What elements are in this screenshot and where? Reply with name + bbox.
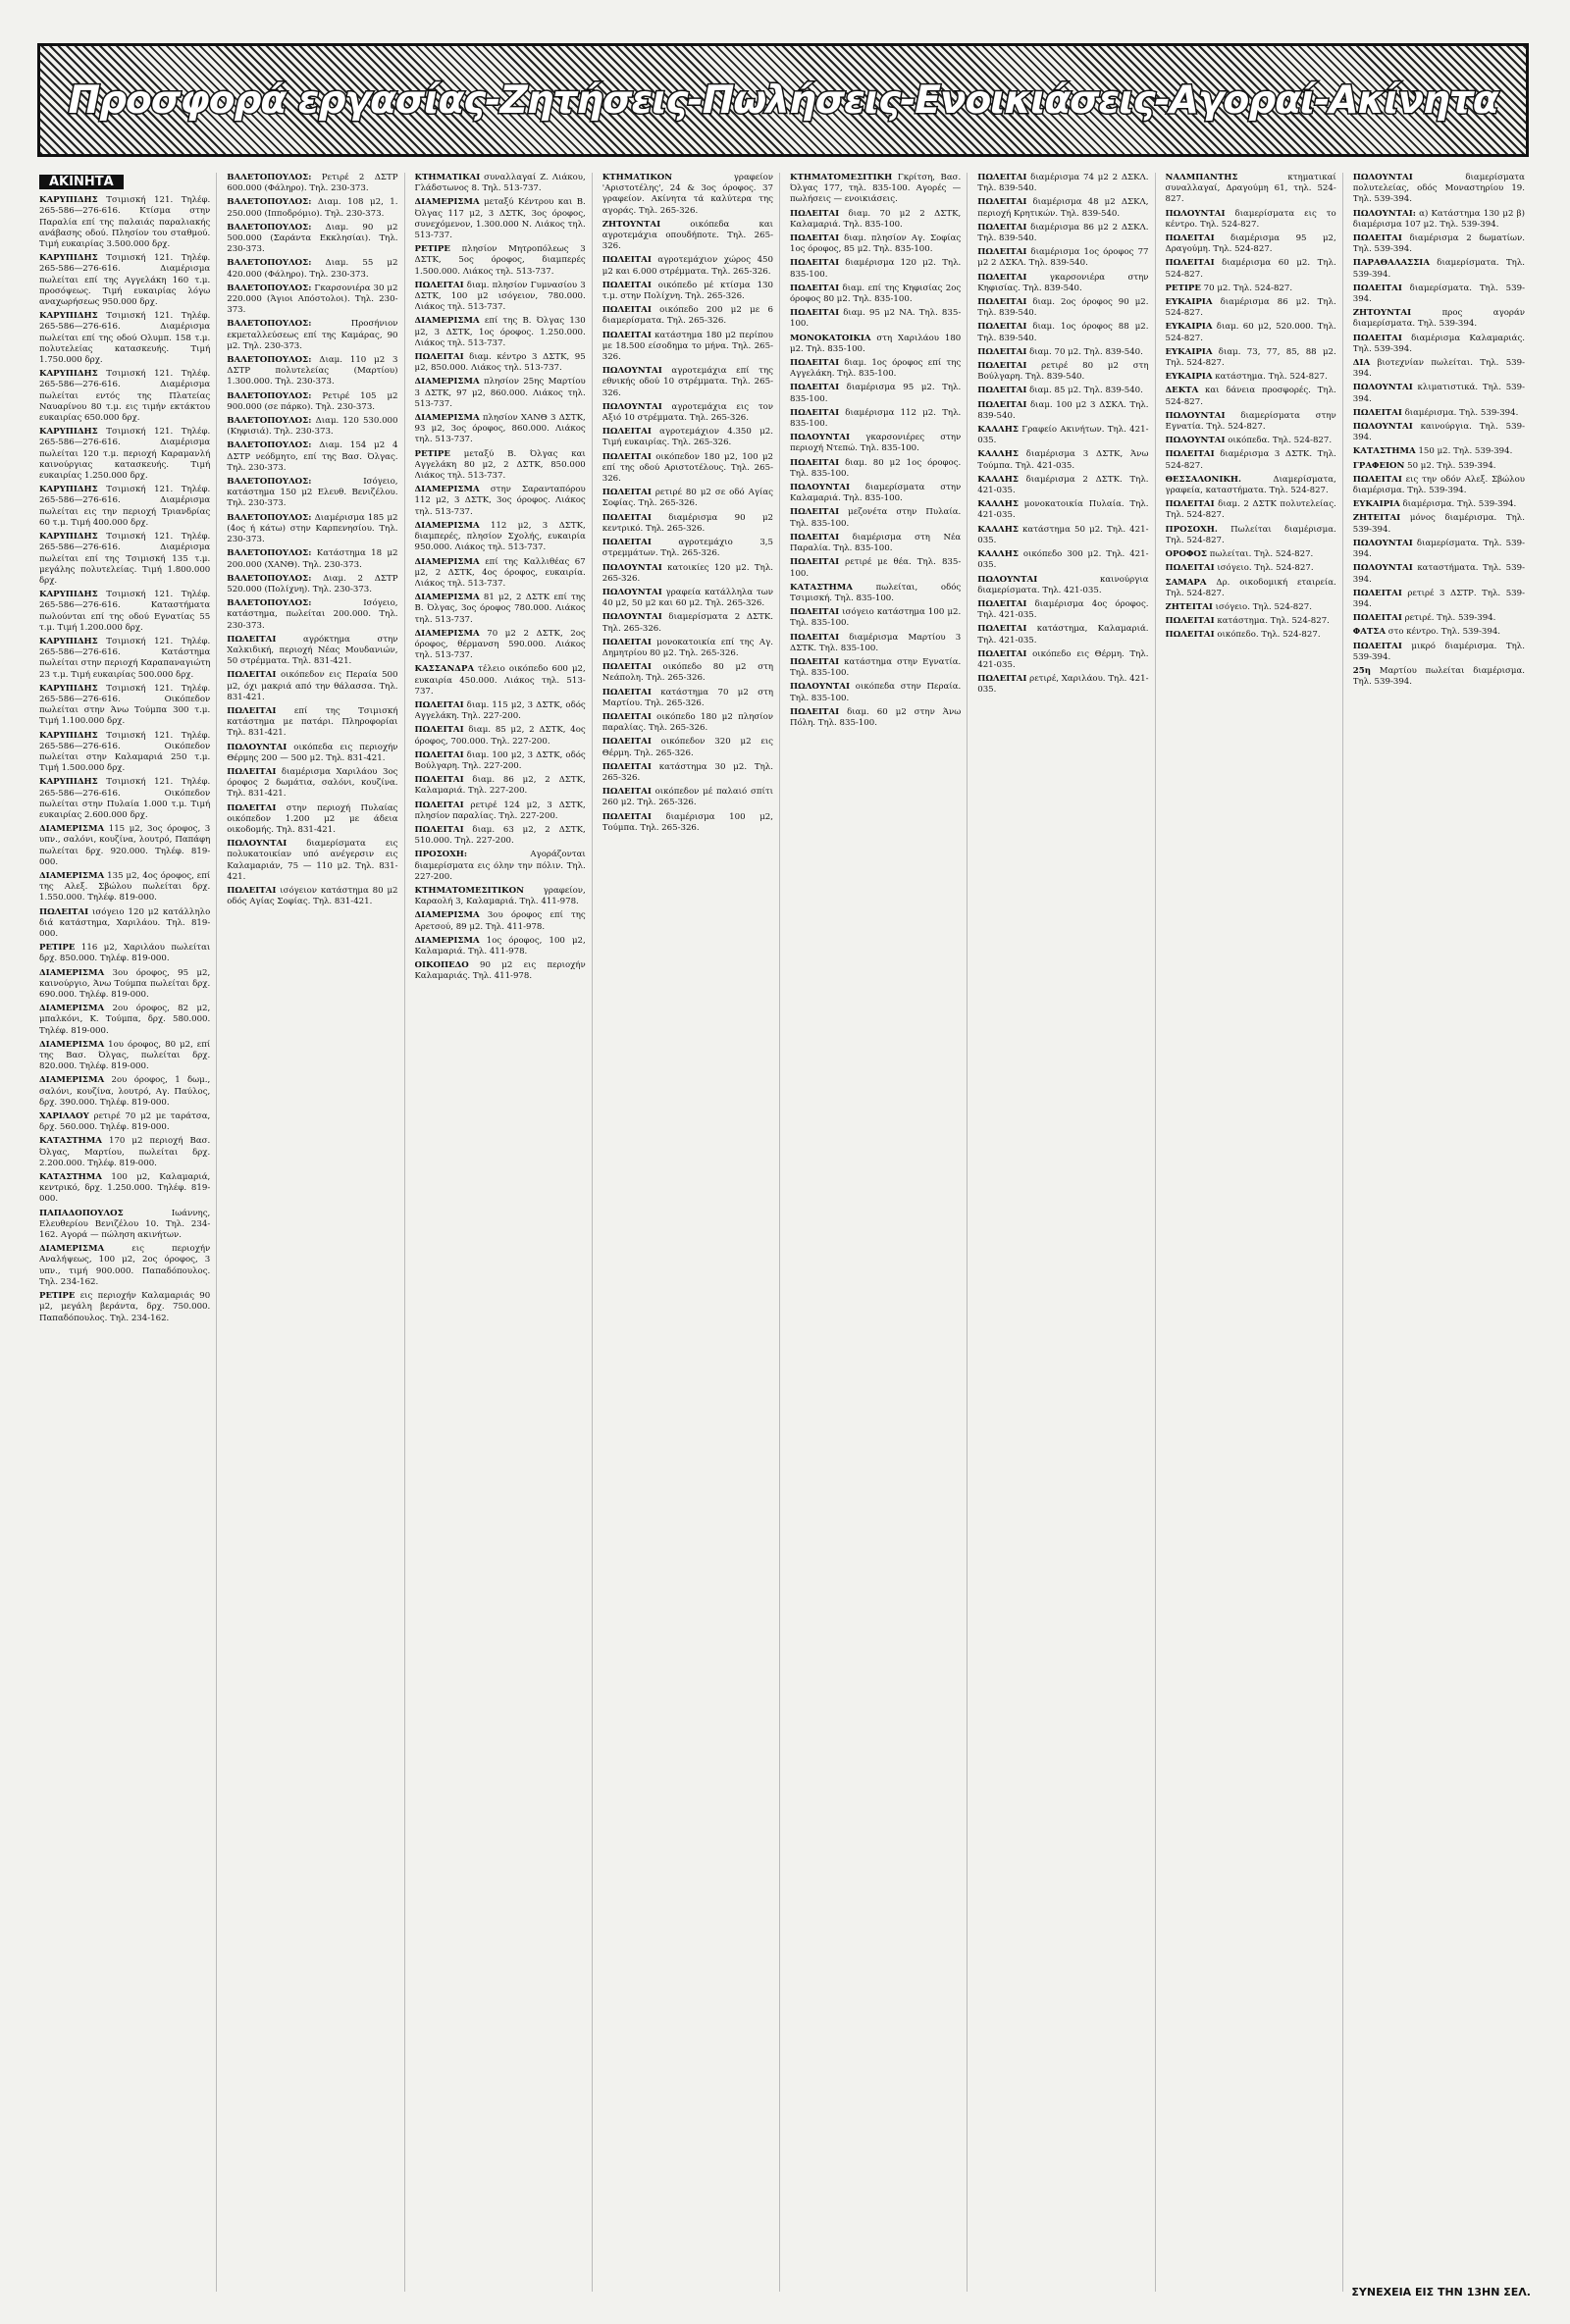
classified-ad: ΠΩΛΕΙΤΑΙ διαμ. 80 μ2 1ος όροφος. Τηλ. 835-100.: [790, 457, 962, 479]
classified-ad: ΠΩΛΕΙΤΑΙ αγροτεμάχιον 4.350 μ2. Τιμή ευκαιρίας. Τηλ. 265-326.: [602, 427, 773, 448]
classified-ad: ΠΩΛΕΙΤΑΙ διαμ. 60 μ2 στην Άνω Πόλη. Τηλ. 835-100.: [790, 706, 962, 728]
classified-ad: ΠΑΡΑΘΑΛΑΣΣΙΑ διαμερίσματα. Τηλ. 539-394.: [1352, 258, 1525, 280]
classified-ad: ΠΩΛΕΙΤΑΙ οικόπεδον μέ παλαιό σπίτι 260 μ2. Τηλ. 265-326.: [602, 787, 773, 808]
column-5: [790, 173, 968, 2292]
column-1: [39, 173, 217, 2292]
column-8: [1353, 173, 1531, 2292]
classified-ad: ΠΩΛΕΙΤΑΙ κατάστημα 180 μ2 περίπου με 18.500 είσοδημα το μήνα. Τηλ. 265-326.: [602, 330, 773, 363]
classified-ad: ΠΩΛΕΙΤΑΙ διαμ. 63 μ2, 2 ΔΣΤΚ, 510.000. Τηλ. 227-200.: [414, 824, 586, 847]
classified-ad: ΠΩΛΟΥΝΤΑΙ καινούργια. Τηλ. 539-394.: [1352, 422, 1525, 443]
banner-title: Προσφορά εργασίας-Ζητήσεις-Πωλήσεις-Ενοικιάσεις-Αγοραί-Ακίνητα: [68, 77, 1498, 123]
classified-ad: ΒΑΛΕΤΟΠΟΥΛΟΣ: Διαμ. 120 530.000 (Κηφισιά). Τηλ. 230-373.: [227, 416, 398, 438]
classified-ad: ΚΑΡΥΠΙΔΗΣ Τσιμισκή 121. Τηλέφ. 265-586—276-616. Διαμέρισμα πωλείται εις την περιοχή Τριανδρίας 60 τ.μ. Τιμή 400.000 δρχ.: [39, 485, 211, 528]
classified-ad: ΠΩΛΟΥΝΤΑΙ οικόπεδα στην Περαία. Τηλ. 835-100.: [790, 682, 962, 703]
classified-ad: ΠΩΛΕΙΤΑΙ διαμέρισμα 112 μ2. Τηλ. 835-100.: [790, 407, 962, 430]
classified-ad: ΖΗΤΟΥΝΤΑΙ οικόπεδα και αγροτεμάχια οπουδήποτε. Τηλ. 265-326.: [602, 219, 773, 252]
classified-ad: ΠΩΛΕΙΤΑΙ αγροτεμάχιον χώρος 450 μ2 και 6.000 στρέμματα. Τηλ. 265-326.: [602, 255, 773, 277]
classified-ad: ΠΩΛΕΙΤΑΙ διαμέρισμα 90 μ2 κεντρικό. Τηλ. 265-326.: [602, 512, 773, 534]
classified-ad: ΠΩΛΕΙΤΑΙ οικόπεδον 180 μ2, 100 μ2 επί της οδού Αριστοτέλους. Τηλ. 265-326.: [602, 451, 773, 485]
classified-ad: ΖΗΤΟΥΝΤΑΙ προς αγοράν διαμερίσματα. Τηλ. 539-394.: [1352, 308, 1525, 330]
classified-ad: ΕΥΚΑΙΡΙΑ διαμ. 60 μ2, 520.000. Τηλ. 524-827.: [1165, 322, 1336, 343]
classified-ad: ΠΩΛΕΙΤΑΙ διαμέρισμα 4ος όροφος. Τηλ. 421-035.: [977, 598, 1149, 621]
classified-ad: ΠΩΛΕΙΤΑΙ διαμέρισμα 1ος όροφος 77 μ2 2 ΔΣΚΛ. Τηλ. 839-540.: [977, 247, 1149, 269]
classified-ad: ΚΤΗΜΑΤΙΚΑΙ συναλλαγαί Ζ. Λιάκου, Γλάδστωνος 8. Τηλ. 513-737.: [414, 173, 586, 194]
classified-ad: ΠΩΛΟΥΝΤΑΙ οικόπεδα. Τηλ. 524-827.: [1165, 436, 1333, 446]
classified-ad: ΠΩΛΕΙΤΑΙ διαμέρισμα 74 μ2 2 ΔΣΚΛ. Τηλ. 839-540.: [977, 173, 1149, 194]
classifieds-banner: [37, 43, 1529, 157]
classified-ad: ΔΙΑ βιοτεχνίαν πωλείται. Τηλ. 539-394.: [1352, 358, 1525, 380]
classified-ad: ΠΩΛΕΙΤΑΙ διαμ. πλησίον Γυμνασίου 3 ΔΣΤΚ, 100 μ2 ισόγειον, 780.000. Λιάκος τηλ. 513-737.: [414, 280, 586, 313]
classified-ad: ΠΩΛΕΙΤΑΙ ρετιρέ, Χαριλάου. Τηλ. 421-035.: [977, 674, 1149, 696]
classified-ad: ΜΟΝΟΚΑΤΟΙΚΙΑ στη Χαριλάου 180 μ2. Τηλ. 835-100.: [790, 333, 962, 354]
classified-ad: ΒΑΛΕΤΟΠΟΥΛΟΣ: Διαμέρισμα 185 μ2 (4ος ή κάτω) στην Καρπενησίου. Τηλ. 230-373.: [227, 512, 398, 545]
classified-ad: ΔΙΑΜΕΡΙΣΜΑ 2ου όροφος, 1 δωμ., σαλόνι, κουζίνα, λουτρό, Αγ. Παύλος, δρχ. 390.000. Τηλέφ. 819-000.: [39, 1075, 211, 1108]
classified-ad: ΒΑΛΕΤΟΠΟΥΛΟΣ: Διαμ. 154 μ2 4 ΔΣΤΡ νεόδμητο, επί της Βασ. Όλγας. Τηλ. 230-373.: [227, 440, 398, 473]
column-4: [602, 173, 780, 2292]
classified-ad: ΠΩΛΕΙΤΑΙ μεζονέτα στην Πυλαία. Τηλ. 835-100.: [790, 507, 962, 529]
classified-ad: ΚΑΛΛΗΣ μονοκατοικία Πυλαία. Τηλ. 421-035.: [977, 499, 1149, 521]
classified-ad: ΠΩΛΕΙΤΑΙ κατάστημα στην Εγνατία. Τηλ. 835-100.: [790, 656, 962, 679]
section-heading: ΑΚΙΝΗΤΑ: [39, 175, 124, 189]
classified-ad: ΠΩΛΟΥΝΤΑΙ αγροτεμάχια εις τον Αξιό 10 στρέμματα. Τηλ. 265-326.: [602, 401, 773, 424]
classified-ad: ΠΩΛΟΥΝΤΑΙ κλιματιστικά. Τηλ. 539-394.: [1352, 383, 1525, 404]
classified-ad: ΠΩΛΕΙΤΑΙ διαμέρισμα 100 μ2, Τούμπα. Τηλ. 265-326.: [602, 811, 773, 833]
classified-ad: ΠΩΛΕΙΤΑΙ διαμέρισμα Μαρτίου 3 ΔΣΤΚ. Τηλ. 835-100.: [790, 632, 962, 653]
classified-ad: ΠΩΛΕΙΤΑΙ ισόγειο 120 μ2 κατάλληλο διά κατάστημα, Χαριλάου. Τηλ. 819-000.: [39, 906, 211, 939]
classified-ad: ΒΑΛΕΤΟΠΟΥΛΟΣ: Διαμ. 108 μ2, 1. 250.000 (Ιπποδρόμιο). Τηλ. 230-373.: [227, 197, 398, 219]
classified-ad: ΕΥΚΑΙΡΙΑ κατάστημα. Τηλ. 524-827.: [1165, 372, 1328, 383]
classified-ad: ΠΩΛΕΙΤΑΙ διαμ. 2ος όροφος 90 μ2. Τηλ. 839-540.: [977, 297, 1149, 319]
classified-ad: ΠΩΛΕΙΤΑΙ επί της Τσιμισκή κατάστημα με πατάρι. Πληροφορίαι Τηλ. 831-421.: [227, 705, 398, 739]
classified-ad: ΠΩΛΕΙΤΑΙ ισόγειον κατάστημα 80 μ2 οδός Αγίας Σοφίας. Τηλ. 831-421.: [227, 885, 398, 907]
classified-ad: ΔΙΑΜΕΡΙΣΜΑ επί της Καλλιθέας 67 μ2, 2 ΔΣΤΚ, 4ος όροφος, ευκαιρία. Λιάκος τηλ. 513-737.: [414, 556, 586, 589]
classified-ad: ΠΡΟΣΟΧΗ. Πωλείται διαμέρισμα. Τηλ. 524-827.: [1165, 524, 1336, 545]
classified-ad: 25η Μαρτίου πωλείται διαμέρισμα. Τηλ. 539-394.: [1352, 665, 1525, 688]
classified-ad: ΠΩΛΕΙΤΑΙ διαμ. 1ος όροφος 88 μ2. Τηλ. 839-540.: [977, 322, 1149, 343]
classified-ad: ΚΑΡΥΠΙΔΗΣ Τσιμισκή 121. Τηλέφ. 265-586—276-616. Διαμέρισμα πωλείται επί της οδού Ολυμπ. 158 τ.μ. πολυτελείας κατασκευής. Τιμή 1.750.000 δρχ.: [39, 311, 211, 366]
classified-ad: ΠΑΠΑΔΟΠΟΥΛΟΣ Ιωάννης, Ελευθερίου Βενιζέλου 10. Τηλ. 234-162. Αγορά — πώληση ακινήτων.: [39, 1208, 211, 1241]
classified-ad: ΠΩΛΟΥΝΤΑΙ διαμερίσματα. Τηλ. 539-394.: [1352, 538, 1525, 560]
classified-ad: ΠΩΛΕΙΤΑΙ ρετιρέ 124 μ2, 3 ΔΣΤΚ, πλησίον παραλίας. Τηλ. 227-200.: [414, 800, 586, 821]
classified-ad: ΒΑΛΕΤΟΠΟΥΛΟΣ: Ρετιρέ 2 ΔΣΤΡ 600.000 (Φάληρο). Τηλ. 230-373.: [227, 173, 398, 194]
classified-ad: ΠΩΛΕΙΤΑΙ ρετιρέ 80 μ2 σε οδό Αγίας Σοφίας. Τηλ. 265-326.: [602, 488, 773, 509]
classified-ad: ΧΑΡΙΛΑΟΥ ρετιρέ 70 μ2 με ταράτσα, δρχ. 560.000. Τηλέφ. 819-000.: [39, 1111, 211, 1133]
classified-ad: ΡΕΤΙΡΕ εις περιοχήν Καλαμαριάς 90 μ2, μεγάλη βεράντα, δρχ. 750.000. Παπαδόπουλος. Τηλ. 234-162.: [39, 1291, 211, 1323]
classified-ad: ΟΡΟΦΟΣ πωλείται. Τηλ. 524-827.: [1165, 549, 1314, 560]
classified-ad: ΔΙΑΜΕΡΙΣΜΑ 3ου όροφος επί της Αρετσού, 89 μ2. Τηλ. 411-978.: [414, 910, 586, 932]
classified-ad: ΠΩΛΕΙΤΑΙ ισόγειο κατάστημα 100 μ2. Τηλ. 835-100.: [790, 607, 962, 629]
classified-ad: ΠΩΛΟΥΝΤΑΙ καταστήματα. Τηλ. 539-394.: [1352, 563, 1525, 585]
classified-ad: ΒΑΛΕΤΟΠΟΥΛΟΣ: Ισόγειο, κατάστημα 150 μ2 Ελευθ. Βενιζέλου. Τηλ. 230-373.: [227, 477, 398, 509]
classified-ad: ΝΑΛΜΠΑΝΤΗΣ κτηματικαί συναλλαγαί, Δραγούμη 61, τηλ. 524-827.: [1165, 173, 1336, 205]
classified-ad: ΠΩΛΕΙΤΑΙ διαμέρισμα στη Νέα Παραλία. Τηλ. 835-100.: [790, 532, 962, 554]
classified-ad: ΡΕΤΙΡΕ 70 μ2. Τηλ. 524-827.: [1165, 283, 1293, 293]
classified-ad: ΠΩΛΟΥΝΤΑΙ διαμερίσματα εις πολυκατοικίαν υπό ανέγερσιν εις Καλαμαριάν, 75 — 110 μ2. Τηλ. 831-421.: [227, 839, 398, 882]
classified-ad: ΒΑΛΕΤΟΠΟΥΛΟΣ: Διαμ. 90 μ2 500.000 (Σαράντα Εκκλησίαι). Τηλ. 230-373.: [227, 222, 398, 255]
classified-ad: ΠΩΛΕΙΤΑΙ διαμέρισμα Χαριλάου 3ος όροφος 2 δωμάτια, σαλόνι, κουζίνα. Τηλ. 831-421.: [227, 766, 398, 800]
classified-ad: ΠΩΛΟΥΝΤΑΙ γκαρσονιέρες στην περιοχή Ντεπώ. Τηλ. 835-100.: [790, 433, 962, 454]
classified-ad: ΚΑΛΛΗΣ διαμέρισμα 2 ΔΣΤΚ. Τηλ. 421-035.: [977, 474, 1149, 496]
classified-ad: ΠΩΛΕΙΤΑΙ διαμέρισμα 120 μ2. Τηλ. 835-100.: [790, 258, 962, 280]
classified-ad: ΒΑΛΕΤΟΠΟΥΛΟΣ: Ρετιρέ 105 μ2 900.000 (σε πάρκο). Τηλ. 230-373.: [227, 390, 398, 412]
classified-ad: ΠΩΛΕΙΤΑΙ διαμέρισμα 2 δωματίων. Τηλ. 539-394.: [1352, 233, 1525, 255]
classified-ad: ΠΩΛΕΙΤΑΙ διαμ. 115 μ2, 3 ΔΣΤΚ, οδός Αγγελάκη. Τηλ. 227-200.: [414, 699, 586, 722]
classified-ad: ΚΑΡΥΠΙΔΗΣ Τσιμισκή 121. Τηλέφ. 265-586—276-616. Οικόπεδον πωλείται στην Άνω Τούμπα 300 τ.μ. Τιμή 1.100.000 δρχ.: [39, 683, 211, 727]
classified-ad: ΠΩΛΕΙΤΑΙ οικόπεδον εις Περαία 500 μ2, όχι μακριά από την θάλασσα. Τηλ. 831-421.: [227, 670, 398, 702]
column-3: [415, 173, 593, 2292]
classified-ad: ΚΤΗΜΑΤΙΚΟΝ γραφείον 'Αριστοτέλης', 24 & 3ος όροφος. 37 γραφείον. Ακίνητα τά καλύτερα της αγοράς. Τηλ. 265-326.: [602, 173, 773, 216]
classified-ad: ΠΩΛΟΥΝΤΑΙ κατοικίες 120 μ2. Τηλ. 265-326.: [602, 562, 773, 584]
classified-ad: ΠΩΛΕΙΤΑΙ ρετιρέ 3 ΔΣΤΡ. Τηλ. 539-394.: [1352, 588, 1525, 609]
classified-ad: ΠΩΛΟΥΝΤΑΙ διαμερίσματα στην Εγνατία. Τηλ. 524-827.: [1165, 410, 1336, 433]
classified-ad: ΠΡΟΣΟΧΗ: Αγοράζονται διαμερίσματα εις όλην την πόλιν. Τηλ. 227-200.: [414, 850, 586, 882]
classified-ad: ΠΩΛΟΥΝΤΑΙ καινούργια διαμερίσματα. Τηλ. 421-035.: [977, 574, 1149, 595]
column-7: [1166, 173, 1343, 2292]
classified-ad: ΚΤΗΜΑΤΟΜΕΣΙΤΙΚΟΝ γραφείον, Καραολή 3, Καλαμαριά. Τηλ. 411-978.: [414, 885, 586, 907]
classified-ad: ΘΕΣΣΑΛΟΝΙΚΗ. Διαμερίσματα, γραφεία, καταστήματα. Τηλ. 524-827.: [1165, 474, 1336, 496]
classified-ad: ΔΙΑΜΕΡΙΣΜΑ στην Σαρανταπόρου 112 μ2, 3 ΔΣΤΚ, 3ος όροφος. Λιάκος τηλ. 513-737.: [414, 485, 586, 517]
classified-ad: ΚΑΛΛΗΣ κατάστημα 50 μ2. Τηλ. 421-035.: [977, 524, 1149, 545]
classified-ad: ΠΩΛΕΙΤΑΙ διαμέρισμα Καλαμαριάς. Τηλ. 539-394.: [1352, 333, 1525, 354]
classified-ad: ΔΙΑΜΕΡΙΣΜΑ πλησίον 25ης Μαρτίου 3 ΔΣΤΚ, 97 μ2, 860.000. Λιάκος τηλ. 513-737.: [414, 377, 586, 409]
classified-ad: ΔΕΚΤΑ και δάνεια προσφορές. Τηλ. 524-827.: [1165, 386, 1336, 407]
classified-ad: ΠΩΛΕΙΤΑΙ κατάστημα. Τηλ. 524-827.: [1165, 616, 1330, 627]
classified-ad: ΕΥΚΑΙΡΙΑ διαμέρισμα 86 μ2. Τηλ. 524-827.: [1165, 297, 1336, 319]
classified-ad: ΠΩΛΟΥΝΤΑΙ: α) Κατάστημα 130 μ2 β) διαμέρισμα 107 μ2. Τηλ. 539-394.: [1352, 208, 1525, 230]
classified-ad: ΡΕΤΙΡΕ πλησίον Μητροπόλεως 3 ΔΣΤΚ, 5ος όροφος, διαμπερές 1.500.000. Λιάκος τηλ. 513-737.: [414, 244, 586, 277]
classified-ad: ΚΑΡΥΠΙΔΗΣ Τσιμισκή 121. Τηλέφ. 265-586—276-616. Διαμέρισμα πωλείται επί της Τσιμισκή 135 τ.μ. μεγάλης πολυτελείας. Τιμή 1.800.000 δρχ.: [39, 532, 211, 586]
continued-note: ΣΥΝΕΧΕΙΑ ΕΙΣ ΤΗΝ 13ΗΝ ΣΕΛ.: [1351, 2286, 1531, 2298]
classified-ad: ΠΩΛΟΥΝΤΑΙ διαμερίσματα πολυτελείας, οδός Μοναστηρίου 19. Τηλ. 539-394.: [1352, 173, 1525, 205]
classified-ad: ΠΩΛΕΙΤΑΙ διαμέρισμα 3 ΔΣΤΚ. Τηλ. 524-827.: [1165, 449, 1336, 471]
classified-ad: ΠΩΛΕΙΤΑΙ διαμέρισμα 60 μ2. Τηλ. 524-827.: [1165, 258, 1336, 280]
classified-ad: ΔΙΑΜΕΡΙΣΜΑ 81 μ2, 2 ΔΣΤΚ επί της Β. Όλγας, 3ος όροφος 780.000. Λιάκος τηλ. 513-737.: [414, 593, 586, 625]
classified-ad: ΟΙΚΟΠΕΔΟ 90 μ2 εις περιοχήν Καλαμαριάς. Τηλ. 411-978.: [414, 960, 586, 982]
classified-ad: ΠΩΛΕΙΤΑΙ οικόπεδο μέ κτίσμα 130 τ.μ. στην Πολίχνη. Τηλ. 265-326.: [602, 280, 773, 302]
classified-ad: ΠΩΛΕΙΤΑΙ διαμέρισμα 95 μ2. Τηλ. 835-100.: [790, 383, 962, 404]
column-6: [977, 173, 1155, 2292]
classified-ad: ΚΑΡΥΠΙΔΗΣ Τσιμισκή 121. Τηλέφ. 265-586—276-616. Διαμέρισμα πωλείται 120 τ.μ. περιοχή Καραμανλή καινούργιας κατασκευής. Τιμή ευκαιρίας 1.250.000 δρχ.: [39, 427, 211, 482]
classified-ad: ΠΩΛΕΙΤΑΙ διαμέρισμα 48 μ2 ΔΣΚΛ, περιοχή Κρητικών. Τηλ. 839-540.: [977, 197, 1149, 219]
classified-ad: ΒΑΛΕΤΟΠΟΥΛΟΣ: Διαμ. 2 ΔΣΤΡ 520.000 (Πολίχνη). Τηλ. 230-373.: [227, 573, 398, 594]
classified-ad: ΦΑΤΣΑ στο κέντρο. Τηλ. 539-394.: [1352, 627, 1501, 638]
classified-ad: ΠΩΛΕΙΤΑΙ ρετιρέ 80 μ2 στη Βούλγαρη. Τηλ. 839-540.: [977, 361, 1149, 383]
classified-ad: ΔΙΑΜΕΡΙΣΜΑ 115 μ2, 3ος όροφος, 3 υπν., σαλόνι, κουζίνα, λουτρό, Παπάφη πωλείται δρχ. 920.000. Τηλέφ. 819-000.: [39, 824, 211, 867]
classified-ad: ΖΗΤΕΙΤΑΙ μόνος διαμέρισμα. Τηλ. 539-394.: [1352, 513, 1525, 535]
classified-ad: ΔΙΑΜΕΡΙΣΜΑ επί της Β. Όλγας 130 μ2, 3 ΔΣΤΚ, 1ος όροφος. 1.250.000. Λιάκος τηλ. 513-737.: [414, 316, 586, 348]
classified-ad: ΒΑΛΕΤΟΠΟΥΛΟΣ: Διαμ. 55 μ2 420.000 (Φάληρο). Τηλ. 230-373.: [227, 258, 398, 280]
classified-ad: ΠΩΛΕΙΤΑΙ εις την οδόν Αλεξ. Σβώλου διαμέρισμα. Τηλ. 539-394.: [1352, 474, 1525, 496]
classified-ad: ΠΩΛΕΙΤΑΙ αγρόκτημα στην Χαλκιδική, περιοχή Νέας Μουδανιών, 50 στρέμματα. Τηλ. 831-421.: [227, 634, 398, 667]
classified-ad: ΚΑΣΣΑΝΔΡΑ τέλειο οικόπεδο 600 μ2, ευκαιρία 450.000. Λιάκος τηλ. 513-737.: [414, 664, 586, 697]
classified-ad: ΠΩΛΕΙΤΑΙ διαμ. 70 μ2 2 ΔΣΤΚ, Καλαμαριά. Τηλ. 835-100.: [790, 208, 962, 230]
classifieds-columns: [39, 173, 1531, 2292]
classified-ad: ΠΩΛΕΙΤΑΙ οικόπεδο. Τηλ. 524-827.: [1165, 630, 1321, 641]
classified-ad: ΚΑΛΛΗΣ διαμέρισμα 3 ΔΣΤΚ, Άνω Τούμπα. Τηλ. 421-035.: [977, 449, 1149, 471]
classified-ad: ΠΩΛΕΙΤΑΙ διαμ. κέντρο 3 ΔΣΤΚ, 95 μ2, 850.000. Λιάκος τηλ. 513-737.: [414, 352, 586, 374]
classified-ad: ΠΩΛΕΙΤΑΙ διαμερίσματα. Τηλ. 539-394.: [1352, 283, 1525, 305]
classified-ad: ΕΥΚΑΙΡΙΑ διαμέρισμα. Τηλ. 539-394.: [1352, 499, 1517, 510]
classified-ad: ΚΑΛΛΗΣ οικόπεδο 300 μ2. Τηλ. 421-035.: [977, 549, 1149, 571]
classified-ad: ΔΙΑΜΕΡΙΣΜΑ 112 μ2, 3 ΔΣΤΚ, διαμπερές, πλησίον Σχολής, ευκαιρία 950.000. Λιάκος τηλ. 513-737.: [414, 520, 586, 553]
classified-ad: ΠΩΛΕΙΤΑΙ ρετιρέ. Τηλ. 539-394.: [1352, 613, 1496, 624]
classified-ad: ΚΑΤΑΣΤΗΜΑ πωλείται, οδός Τσιμισκή. Τηλ. 835-100.: [790, 582, 962, 603]
classified-ad: ΠΩΛΟΥΝΤΑΙ διαμερίσματα εις το κέντρο. Τηλ. 524-827.: [1165, 208, 1336, 230]
classified-ad: ΓΡΑΦΕΙΟΝ 50 μ2. Τηλ. 539-394.: [1352, 460, 1496, 471]
classified-ad: ΠΩΛΕΙΤΑΙ διαμέρισμα. Τηλ. 539-394.: [1352, 407, 1519, 418]
classified-ad: ΠΩΛΟΥΝΤΑΙ διαμερίσματα στην Καλαμαριά. Τηλ. 835-100.: [790, 483, 962, 504]
classified-ad: ΠΩΛΕΙΤΑΙ διαμ. 100 μ2, 3 ΔΣΤΚ, οδός Βούλγαρη. Τηλ. 227-200.: [414, 749, 586, 771]
classified-ad: ΠΩΛΕΙΤΑΙ οικόπεδο εις Θέρμη. Τηλ. 421-035.: [977, 648, 1149, 670]
classified-ad: ΔΙΑΜΕΡΙΣΜΑ 135 μ2, 4ος όροφος, επί της Αλεξ. Σβώλου πωλείται δρχ. 1.550.000. Τηλέφ. 819-000.: [39, 870, 211, 904]
classified-ad: ΠΩΛΕΙΤΑΙ γκαρσονιέρα στην Κηφισίας. Τηλ. 839-540.: [977, 272, 1149, 293]
classified-ad: ΔΙΑΜΕΡΙΣΜΑ πλησίον ΧΑΝΘ 3 ΔΣΤΚ, 93 μ2, 3ος όροφος, 860.000. Λιάκος τηλ. 513-737.: [414, 413, 586, 445]
classified-ad: ΠΩΛΕΙΤΑΙ κατάστημα 70 μ2 στη Μαρτίου. Τηλ. 265-326.: [602, 687, 773, 708]
classified-ad: ΚΤΗΜΑΤΟΜΕΣΙΤΙΚΗ Γκρίτση, Βασ. Όλγας 177, τηλ. 835-100. Αγορές — πωλήσεις — ενοικιάσεις.: [790, 173, 962, 205]
classified-ad: ΠΩΛΕΙΤΑΙ οικόπεδον 320 μ2 εις Θέρμη. Τηλ. 265-326.: [602, 737, 773, 758]
classified-ad: ΠΩΛΕΙΤΑΙ διαμ. 85 μ2. Τηλ. 839-540.: [977, 386, 1143, 396]
classified-ad: ΕΥΚΑΙΡΙΑ διαμ. 73, 77, 85, 88 μ2. Τηλ. 524-827.: [1165, 346, 1336, 369]
classified-ad: ΚΑΡΥΠΙΔΗΣ Τσιμισκή 121. Τηλέφ. 265-586—276-616. Κτίσμα στην Παραλία επί της παλαιάς παραλιακής ανάβασης οδού. Πλησίον του σταθμού. Τιμή ευκαιρίας 3.500.000 δρχ.: [39, 195, 211, 250]
classified-ad: ΒΑΛΕΤΟΠΟΥΛΟΣ: Κατάστημα 18 μ2 200.000 (ΧΑΝΘ). Τηλ. 230-373.: [227, 548, 398, 570]
classified-ad: ΚΑΤΑΣΤΗΜΑ 150 μ2. Τηλ. 539-394.: [1352, 446, 1513, 457]
classified-ad: ΠΩΛΕΙΤΑΙ μονοκατοικία επί της Αγ. Δημητρίου 80 μ2. Τηλ. 265-326.: [602, 637, 773, 658]
classified-ad: ΚΑΤΑΣΤΗΜΑ 170 μ2 περιοχή Βασ. Όλγας, Μαρτίου, πωλείται δρχ. 2.200.000. Τηλέφ. 819-000.: [39, 1136, 211, 1168]
classified-ad: ΠΩΛΕΙΤΑΙ διαμ. 85 μ2, 2 ΔΣΤΚ, 4ος όροφος, 700.000. Τηλ. 227-200.: [414, 725, 586, 747]
classified-ad: ΠΩΛΕΙΤΑΙ κατάστημα 30 μ2. Τηλ. 265-326.: [602, 761, 773, 783]
classified-ad: ΠΩΛΕΙΤΑΙ οικόπεδο 200 μ2 με 6 διαμερίσματα. Τηλ. 265-326.: [602, 305, 773, 327]
classified-ad: ΚΑΡΥΠΙΔΗΣ Τσιμισκή 121. Τηλέφ. 265-586—276-616. Κατάστημα πωλείται στην περιοχή Καραπαναγιώτη 23 τ.μ. Τιμή ευκαιρίας 500.000 δρχ.: [39, 636, 211, 680]
column-2: [227, 173, 404, 2292]
classified-ad: ΠΩΛΟΥΝΤΑΙ αγροτεμάχια επί της εθνικής οδού 10 στρέμματα. Τηλ. 265-326.: [602, 366, 773, 398]
classified-ad: ΔΙΑΜΕΡΙΣΜΑ μεταξύ Κέντρου και Β. Όλγας 117 μ2, 3 ΔΣΤΚ, 3ος όροφος, συνεχόμενον, 1.300.000 Ν. Λιάκος τηλ. 513-737.: [414, 197, 586, 241]
classified-ad: ΠΩΛΕΙΤΑΙ ρετιρέ με θέα. Τηλ. 835-100.: [790, 557, 962, 579]
classified-ad: ΚΑΛΛΗΣ Γραφείο Ακινήτων. Τηλ. 421-035.: [977, 425, 1149, 446]
classified-ad: ΔΙΑΜΕΡΙΣΜΑ 2ου όροφος, 82 μ2, μπαλκόνι, Κ. Τούμπα, δρχ. 580.000. Τηλέφ. 819-000.: [39, 1004, 211, 1036]
classified-ad: ΠΩΛΕΙΤΑΙ αγροτεμάχιο 3,5 στρεμμάτων. Τηλ. 265-326.: [602, 538, 773, 559]
classified-ad: ΠΩΛΕΙΤΑΙ στην περιοχή Πυλαίας οικόπεδον 1.200 μ2 με άδεια οικοδομής. Τηλ. 831-421.: [227, 802, 398, 835]
classified-ad: ΚΑΡΥΠΙΔΗΣ Τσιμισκή 121. Τηλέφ. 265-586—276-616. Καταστήματα πωλούνται επί της οδού Εγνατίας 55 τ.μ. Τιμή 1.200.000 δρχ.: [39, 590, 211, 633]
classified-ad: ΠΩΛΕΙΤΑΙ διαμ. 100 μ2 3 ΔΣΚΛ. Τηλ. 839-540.: [977, 399, 1149, 421]
classified-ad: ΠΩΛΟΥΝΤΑΙ οικόπεδα εις περιοχήν Θέρμης 200 — 500 μ2. Τηλ. 831-421.: [227, 742, 398, 763]
classified-ad: ΔΙΑΜΕΡΙΣΜΑ 70 μ2 2 ΔΣΤΚ, 2ος όροφος, θέρμανση 590.000. Λιάκος τηλ. 513-737.: [414, 628, 586, 661]
classified-ad: ΚΑΡΥΠΙΔΗΣ Τσιμισκή 121. Τηλέφ. 265-586—276-616. Διαμέρισμα πωλείται εντός της Πλατείας Ναυαρίνου 80 τ.μ. εις τιμήν εκτάκτου ευκαιρίας 650.000 δρχ.: [39, 369, 211, 424]
classified-ad: ΠΩΛΟΥΝΤΑΙ διαμερίσματα 2 ΔΣΤΚ. Τηλ. 265-326.: [602, 612, 773, 634]
classified-ad: ΠΩΛΕΙΤΑΙ μικρό διαμέρισμα. Τηλ. 539-394.: [1352, 641, 1525, 662]
classified-ad: ΣΑΜΑΡΑ Δρ. οικοδομική εταιρεία. Τηλ. 524-827.: [1165, 577, 1336, 598]
classified-ad: ΠΩΛΕΙΤΑΙ οικόπεδο 80 μ2 στη Νεάπολη. Τηλ. 265-326.: [602, 662, 773, 684]
classified-ad: ΚΑΡΥΠΙΔΗΣ Τσιμισκή 121. Τηλέφ. 265-586—276-616. Οικόπεδον πωλείται στην Πυλαία 1.000 τ.μ. Τιμή ευκαιρίας 2.600.000 δρχ.: [39, 777, 211, 820]
classified-ad: ΒΑΛΕΤΟΠΟΥΛΟΣ: Γκαρσονιέρα 30 μ2 220.000 (Άγιοι Απόστολοι). Τηλ. 230-373.: [227, 283, 398, 316]
classified-ad: ΚΑΡΥΠΙΔΗΣ Τσιμισκή 121. Τηλέφ. 265-586—276-616. Οικόπεδον πωλείται στην Καλαμαριά 250 τ.μ. Τιμή 1.500.000 δρχ.: [39, 730, 211, 774]
classified-ad: ΚΑΤΑΣΤΗΜΑ 100 μ2, Καλαμαριά, κεντρικό, δρχ. 1.250.000. Τηλέφ. 819-000.: [39, 1172, 211, 1205]
classified-ad: ΠΩΛΕΙΤΑΙ διαμέρισμα 86 μ2 2 ΔΣΚΛ. Τηλ. 839-540.: [977, 222, 1149, 244]
classified-ad: ΔΙΑΜΕΡΙΣΜΑ 1ος όροφος, 100 μ2, Καλαμαριά. Τηλ. 411-978.: [414, 935, 586, 956]
classified-ad: ΔΙΑΜΕΡΙΣΜΑ 1ου όροφος, 80 μ2, επί της Βασ. Όλγας, πωλείται δρχ. 820.000. Τηλέφ. 819-000.: [39, 1039, 211, 1072]
classified-ad: ΡΕΤΙΡΕ μεταξύ Β. Όλγας και Αγγελάκη 80 μ2, 2 ΔΣΤΚ, 850.000 Λιάκος τηλ. 513-737.: [414, 448, 586, 482]
classified-ad: ΠΩΛΕΙΤΑΙ διαμ. 2 ΔΣΤΚ πολυτελείας. Τηλ. 524-827.: [1165, 499, 1336, 521]
classified-ad: ΠΩΛΕΙΤΑΙ διαμ. επί της Κηφισίας 2ος όροφος 80 μ2. Τηλ. 835-100.: [790, 283, 962, 305]
classified-ad: ΔΙΑΜΕΡΙΣΜΑ 3ου όροφος, 95 μ2, καινούργιο, Άνω Τούμπα πωλείται δρχ. 690.000. Τηλέφ. 819-000.: [39, 967, 211, 1001]
classified-ad: ΖΗΤΕΙΤΑΙ ισόγειο. Τηλ. 524-827.: [1165, 601, 1312, 612]
classified-ad: ΠΩΛΕΙΤΑΙ οικόπεδο 180 μ2 πλησίον παραλίας. Τηλ. 265-326.: [602, 711, 773, 734]
classified-ad: ΠΩΛΕΙΤΑΙ κατάστημα, Καλαμαριά. Τηλ. 421-035.: [977, 624, 1149, 646]
classified-ad: ΒΑΛΕΤΟΠΟΥΛΟΣ: Ισόγειο, κατάστημα, πωλείται 200.000. Τηλ. 230-373.: [227, 598, 398, 631]
classified-ad: ΠΩΛΟΥΝΤΑΙ γραφεία κατάλληλα των 40 μ2, 50 μ2 και 60 μ2. Τηλ. 265-326.: [602, 587, 773, 609]
classified-ad: ΠΩΛΕΙΤΑΙ διαμ. 86 μ2, 2 ΔΣΤΚ, Καλαμαριά. Τηλ. 227-200.: [414, 775, 586, 797]
classified-ad: ΠΩΛΕΙΤΑΙ διαμέρισμα 95 μ2, Δραγούμη. Τηλ. 524-827.: [1165, 233, 1336, 255]
classified-ad: ΒΑΛΕΤΟΠΟΥΛΟΣ: Προσήνιον εκμεταλλεύσεως επί της Καμάρας, 90 μ2. Τηλ. 230-373.: [227, 319, 398, 351]
classified-ad: ΠΩΛΕΙΤΑΙ διαμ. 95 μ2 ΝΑ. Τηλ. 835-100.: [790, 308, 962, 330]
classified-ad: ΠΩΛΕΙΤΑΙ διαμ. πλησίον Αγ. Σοφίας 1ος όροφος, 85 μ2. Τηλ. 835-100.: [790, 233, 962, 255]
classified-ad: ΠΩΛΕΙΤΑΙ ισόγειο. Τηλ. 524-827.: [1165, 563, 1314, 574]
classified-ad: ΠΩΛΕΙΤΑΙ διαμ. 1ος όροφος επί της Αγγελάκη. Τηλ. 835-100.: [790, 358, 962, 380]
classified-ad: ΠΩΛΕΙΤΑΙ διαμ. 70 μ2. Τηλ. 839-540.: [977, 346, 1143, 357]
classified-ad: ΡΕΤΙΡΕ 116 μ2, Χαριλάου πωλείται δρχ. 850.000. Τηλέφ. 819-000.: [39, 943, 211, 964]
classified-ad: ΔΙΑΜΕΡΙΣΜΑ εις περιοχήν Αναλήψεως, 100 μ2, 2ος όροφος, 3 υπν., τιμή 900.000. Παπαδόπουλος. Τηλ. 234-162.: [39, 1244, 211, 1287]
classified-ad: ΚΑΡΥΠΙΔΗΣ Τσιμισκή 121. Τηλέφ. 265-586—276-616. Διαμέρισμα πωλείται επί της Αγγελάκη 160 τ.μ. προσόψεως. Τιμή ευκαιρίας λόγω αναχωρήσεως 950.000 δρχ.: [39, 253, 211, 308]
classified-ad: ΒΑΛΕΤΟΠΟΥΛΟΣ: Διαμ. 110 μ2 3 ΔΣΤΡ πολυτελείας (Μαρτίου) 1.300.000. Τηλ. 230-373.: [227, 355, 398, 387]
